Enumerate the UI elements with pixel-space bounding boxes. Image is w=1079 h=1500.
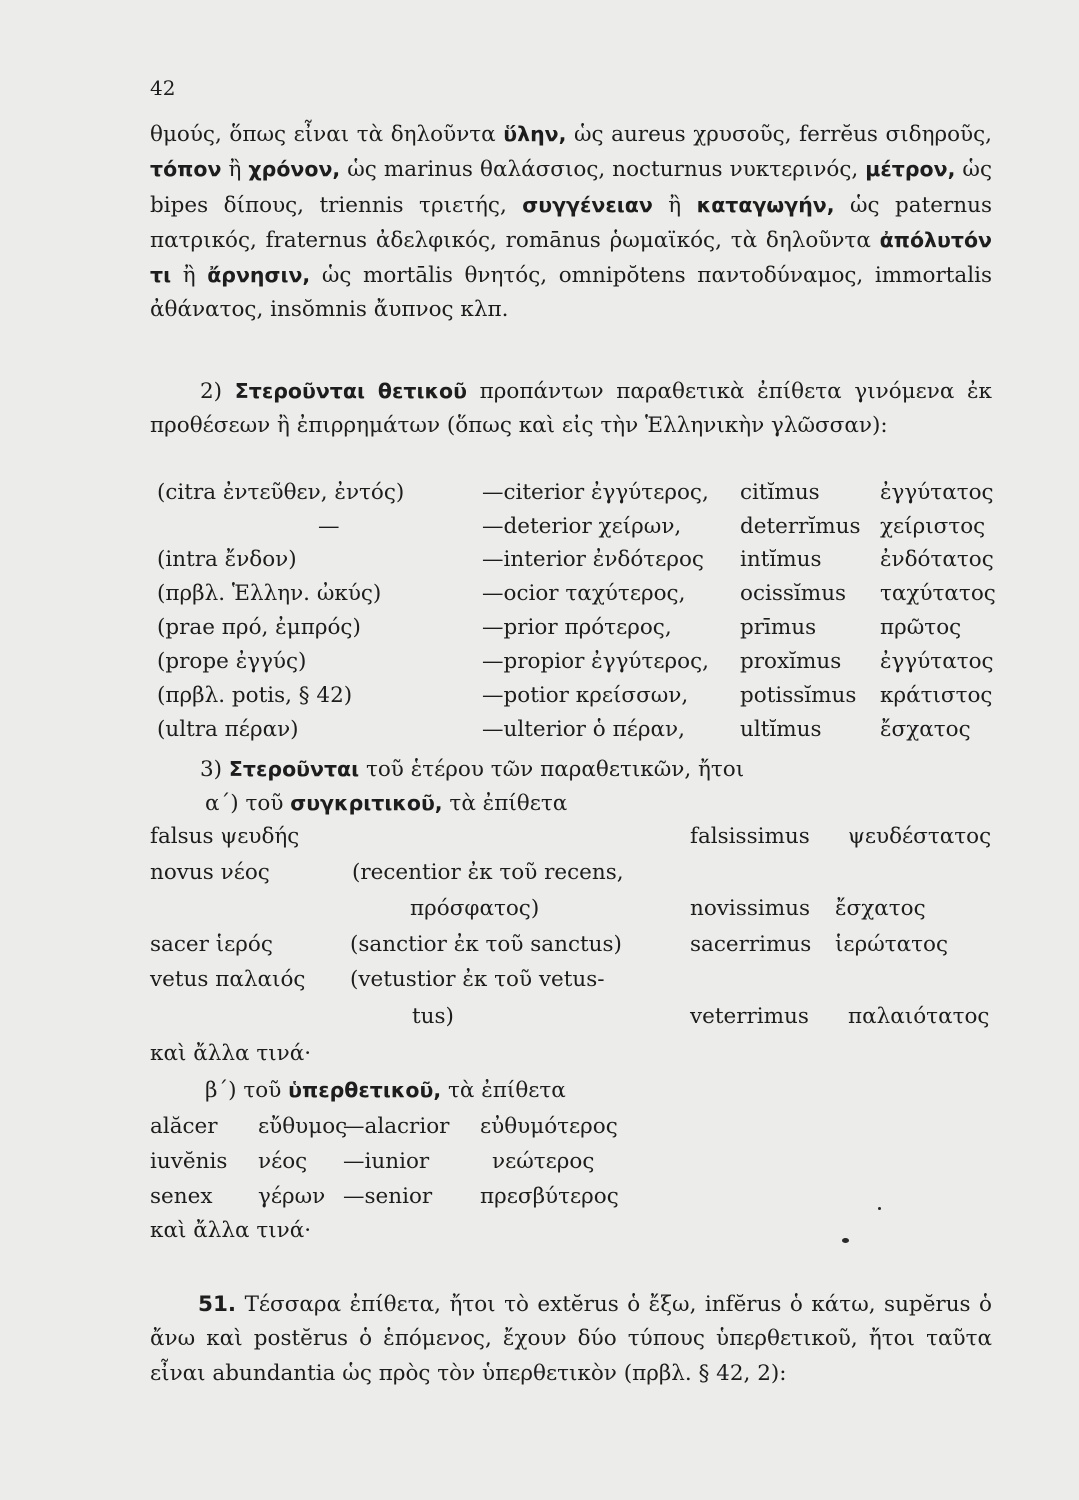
superlative-greek-cell: χείριστος xyxy=(880,514,986,539)
superlative-latin-cell: sacerrimus xyxy=(690,932,812,957)
positive-cell: vetus παλαιός xyxy=(150,967,306,992)
superlative-greek-cell: ἐγγύτατος xyxy=(880,480,994,505)
positive-greek-cell: γέρων xyxy=(258,1184,326,1209)
superlative-greek-cell: ἐγγύτατος xyxy=(880,649,994,674)
comparative-cell: —ulterior ὁ πέραν, xyxy=(482,717,685,742)
bold-term: ἀπόλυτόν τι xyxy=(150,227,992,288)
superlative-greek-cell: ἔσχατος xyxy=(880,717,971,742)
comparative-greek-cell: πρεσβύτερος xyxy=(480,1184,619,1209)
comparative-cell: —prior πρότερος, xyxy=(482,615,672,640)
positive-latin-cell: iuvĕnis xyxy=(150,1149,228,1174)
positive-latin-cell: senex xyxy=(150,1184,213,1209)
superlative-latin-cell: proxĭmus xyxy=(740,649,842,674)
origin-cell: (πρβλ. Ἑλλην. ὠκύς) xyxy=(157,581,382,606)
origin-cell: (prae πρό, ἐμπρός) xyxy=(157,615,361,640)
comparative-cell: (recentior ἐκ τοῦ recens, xyxy=(352,860,624,885)
positive-greek-cell: νέος xyxy=(258,1149,308,1174)
superlative-latin-cell: prīmus xyxy=(740,615,817,640)
scan-speck xyxy=(878,1207,881,1210)
and-others-note: καὶ ἄλλα τινά· xyxy=(150,1218,312,1243)
positive-greek-cell: εὔθυμος xyxy=(258,1114,348,1139)
paragraph-adjectives-meaning: θμούς, ὅπως εἶναι τὰ δηλοῦντα ὕλην, ὡς aureus χρυσοῦς, ferrĕus σιδηροῦς, τόπον ἢ χρόνον, ὡς marinus θαλάσσιος, nocturnus νυκτερινός, μέτρον, ὡς bipes δίπους, triennis τριετής, συγγένειαν ἢ καταγωγήν, ὡς paternus πατρικός, fraternus ἀδελφικός, romānus ῥωμαϊκός, τὰ δηλοῦντα ἀπόλυτόν τι ἢ ἄρνησιν, ὡς mortālis θνητός, omnipŏtens παντοδύναμος, immortalis ἀθάνατος, insŏmnis ἄυπνος κλπ. xyxy=(150,122,992,323)
superlative-latin-cell: falsissimus xyxy=(690,824,810,849)
positive-latin-cell: alăcer xyxy=(150,1114,218,1139)
section-51-text: Τέσσαρα ἐπίθετα, ἤτοι τὸ extĕrus ὁ ἔξω, infĕrus ὁ κάτω, supĕrus ὁ ἄνω καὶ postĕrus ὁ ἑπόμενος, ἔχουν δύο τύπους ὑπερθετικοῦ, ἤτοι ταῦτα εἶναι abundantia ὡς πρὸς τὸν ὑπερθετικὸν (πρβλ. § 42, 2): xyxy=(150,1292,992,1386)
subheading-superlative: β΄) τοῦ ὑπερθετικοῦ, τὰ ἐπίθετα xyxy=(205,1078,566,1103)
positive-cell: falsus ψευδής xyxy=(150,824,300,849)
bold-term: χρόνον, xyxy=(248,157,341,182)
comparative-cell: —interior ἐνδότερος xyxy=(482,547,704,572)
page-number: 42 xyxy=(150,76,176,100)
comparative-cell: —deterior χείρων, xyxy=(482,514,682,539)
comparative-latin-cell: —alacrior xyxy=(343,1114,450,1139)
bold-term: συγκριτικοῦ, xyxy=(290,791,443,815)
comparative-cell: (sanctior ἐκ τοῦ sanctus) xyxy=(350,932,622,957)
superlative-latin-cell: intĭmus xyxy=(740,547,822,572)
bold-term: μέτρον, xyxy=(865,157,956,182)
superlative-greek-cell: ψευδέστατος xyxy=(848,824,992,849)
comparative-cell: —citerior ἐγγύτερος, xyxy=(482,480,709,505)
comparative-greek-cell: νεώτερος xyxy=(492,1149,595,1174)
origin-cell: (ultra πέραν) xyxy=(157,717,299,742)
comparative-cell-continued: πρόσφατος) xyxy=(410,896,540,921)
comparative-latin-cell: —senior xyxy=(343,1184,433,1209)
comparative-cell-continued: tus) xyxy=(412,1004,454,1029)
origin-cell: — xyxy=(318,514,340,539)
bold-term: ὑπερθετικοῦ, xyxy=(288,1078,442,1102)
superlative-latin-cell: deterrĭmus xyxy=(740,514,861,539)
and-others-note: καὶ ἄλλα τινά· xyxy=(150,1041,312,1066)
origin-cell: (πρβλ. potis, § 42) xyxy=(157,683,353,708)
positive-cell: novus νέος xyxy=(150,860,270,885)
positive-cell: sacer ἱερός xyxy=(150,932,273,957)
comparative-cell: —propior ἐγγύτερος, xyxy=(482,649,709,674)
section-51-paragraph xyxy=(150,1288,992,1391)
bold-term: ὕλην, xyxy=(503,122,567,146)
comparative-cell: —potior κρείσσων, xyxy=(482,683,689,708)
superlative-latin-cell: citĭmus xyxy=(740,480,820,505)
bold-term: Στεροῦνται θετικοῦ xyxy=(234,379,467,403)
origin-cell: (citra ἐντεῦθεν, ἐντός) xyxy=(157,480,405,505)
paragraph-lack-positive: 2) Στεροῦνται θετικοῦ προπάντων παραθετικὰ ἐπίθετα γινόμενα ἐκ προθέσεων ἢ ἐπιρρημάτων (ὅπως καὶ εἰς τὴν Ἑλληνικὴν γλῶσσαν): xyxy=(150,379,992,439)
comparative-cell: (vetustior ἐκ τοῦ vetus- xyxy=(350,967,605,992)
superlative-greek-cell: πρῶτος xyxy=(880,615,962,640)
superlative-greek-cell: ἐνδότατος xyxy=(880,547,994,572)
superlative-latin-cell: ultĭmus xyxy=(740,717,822,742)
bold-term: συγγένειαν xyxy=(522,192,653,217)
subheading-comparative: α΄) τοῦ συγκριτικοῦ, τὰ ἐπίθετα xyxy=(205,791,568,816)
superlative-greek-cell: ἱερώτατος xyxy=(835,932,949,957)
bold-term: ἄρνησιν, xyxy=(207,263,311,288)
superlative-latin-cell: veterrimus xyxy=(690,1004,809,1029)
comparative-latin-cell: —iunior xyxy=(343,1149,430,1174)
superlative-greek-cell: ἔσχατος xyxy=(835,896,926,921)
superlative-greek-cell: παλαιότατος xyxy=(848,1004,990,1029)
comparative-cell: —ocior ταχύτερος, xyxy=(482,581,686,606)
superlative-greek-cell: κράτιστος xyxy=(880,683,993,708)
origin-cell: (intra ἔνδον) xyxy=(157,547,297,572)
superlative-latin-cell: potissĭmus xyxy=(740,683,857,708)
origin-cell: (prope ἐγγύς) xyxy=(157,649,307,674)
comparative-greek-cell: εὐθυμότερος xyxy=(480,1114,618,1139)
scan-speck xyxy=(842,1238,849,1243)
bold-term: τόπον xyxy=(150,157,222,182)
superlative-latin-cell: novissimus xyxy=(690,896,811,921)
superlative-latin-cell: ocissĭmus xyxy=(740,581,847,606)
bold-term: Στεροῦνται xyxy=(228,757,360,781)
paragraph-lack-one-degree: 3) Στεροῦνται τοῦ ἑτέρου τῶν παραθετικῶν, ἤτοι xyxy=(200,757,745,782)
superlative-greek-cell: ταχύτατος xyxy=(880,581,996,606)
bold-term: καταγωγήν, xyxy=(696,192,835,217)
section-number: 51. xyxy=(198,1292,237,1317)
